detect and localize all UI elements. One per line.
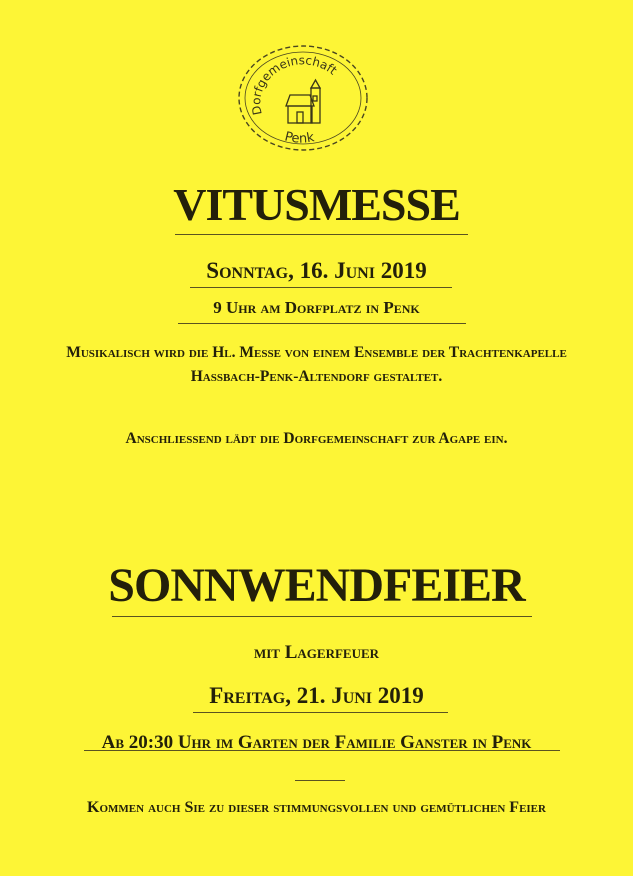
event1-date-rule <box>190 287 452 288</box>
event1-time-place: 9 Uhr am Dorfplatz in Penk <box>213 298 420 317</box>
event1-time-rule <box>178 323 466 324</box>
event2-date: Freitag, 21. Juni 2019 <box>209 683 424 708</box>
event1-description: Musikalisch wird die Hl. Messe von einem Ensemble der Trachtenkapelle Haßbach-Penk-Altendorf gestaltet. <box>66 344 567 385</box>
event1-title-rule <box>175 234 468 235</box>
event2-title: SONNWENDFEIER <box>108 559 525 612</box>
event2-time-place: Ab 20:30 Uhr im Garten der Familie Ganster in Penk <box>101 732 532 753</box>
logo-text-bottom: Penk <box>283 129 316 147</box>
dorfgemeinschaft-logo <box>232 40 374 155</box>
event2-note: Kommen auch Sie zu dieser stimmungsvollen und gemütlichen Feier <box>87 799 546 816</box>
event2-time-rule <box>84 750 560 751</box>
event1-title: VITUSMESSE <box>173 179 460 230</box>
logo-text-top: Dorfgemeinschaft <box>249 53 340 117</box>
event1-note: Anschließend lädt die Dorfgemeinschaft zur Agape ein. <box>125 430 508 447</box>
event1-date: Sonntag, 16. Juni 2019 <box>206 258 427 283</box>
event2-subtitle: mit Lagerfeuer <box>253 642 380 663</box>
event2-date-rule <box>193 712 448 713</box>
event2-title-rule <box>112 616 532 617</box>
event2-time-rule-2 <box>295 780 345 781</box>
